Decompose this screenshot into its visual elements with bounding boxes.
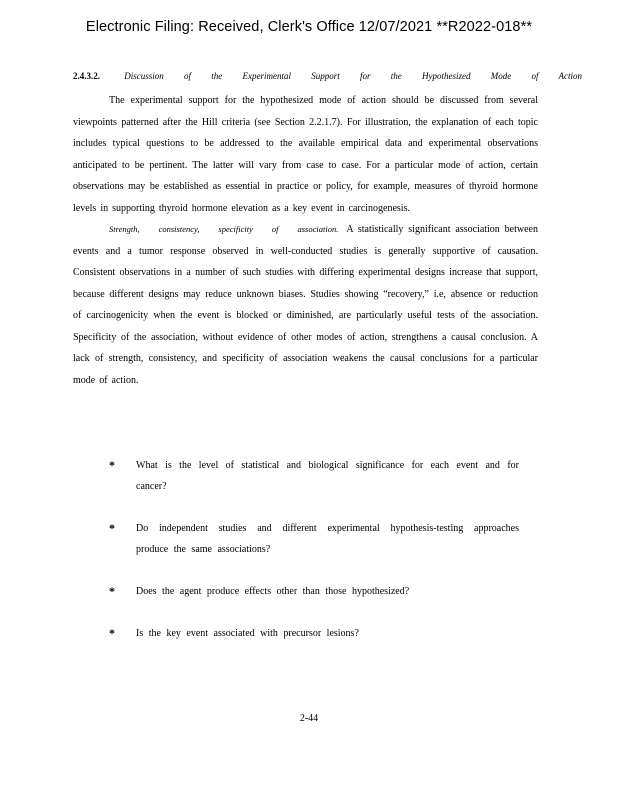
list-item-text: What is the level of statistical and biological significance for each event and for cancer? — [136, 460, 519, 492]
paragraph-strength — [73, 219, 538, 391]
page-number: 2-44 — [299, 713, 319, 724]
body-text — [73, 90, 538, 391]
paragraph-intro: The experimental support for the hypothesized mode of action should be discussed from several viewpoints patterned after the Hill criteria (see Section 2.2.1.7). For illustration, the explanation of each topic includes typical questions to be addressed to the available empirical data and experimental observations anticipated to be pertinent. The latter will vary from case to case. For a particular mode of action, certain observations may be established as essential in practice or policy, for example, measures of thyroid hormone levels in supporting thyroid hormone elevation as a key event in carcinogenesis. — [73, 95, 538, 214]
list-item — [109, 455, 519, 497]
bullet-marker: * — [109, 521, 115, 535]
list-item — [109, 518, 519, 560]
list-item-text: Is the key event associated with precursor lesions? — [136, 628, 359, 639]
list-item — [109, 623, 519, 644]
list-item — [109, 581, 519, 602]
bullet-marker: * — [109, 626, 115, 640]
filing-header: Electronic Filing: Received, Clerk's Office 12/07/2021 **R2022-018** — [85, 19, 533, 35]
section-number: 2.4.3.2. — [73, 71, 100, 81]
runin-heading: Strength, consistency, specificity of association. — [109, 224, 339, 234]
section-title: Discussion of the Experimental Support for the Hypothesized Mode of Action — [124, 71, 583, 81]
bullet-marker: * — [109, 584, 115, 598]
section-heading — [73, 71, 583, 81]
paragraph-strength-text: A statistically significant association between events and a tumor response observed in well-conducted studies is generally supportive of causation. Consistent observations in a number of such studies with differing experimental designs increase that support, because different designs may reduce unknown biases. Studies showing “recovery,” i.e, absence or reduction of carcinogenicity when the event is blocked or diminished, are particularly useful tests of the association. Specificity of the association, without evidence of other modes of action, strengthens a causal conclusion. A lack of strength, consistency, and specificity of association weakens the causal conclusions for a particular mode of action. — [73, 224, 538, 386]
list-item-text: Do independent studies and different experimental hypothesis-testing approaches produce the same associations? — [136, 523, 519, 555]
bullet-marker: * — [109, 458, 115, 472]
list-item-text: Does the agent produce effects other than those hypothesized? — [136, 586, 410, 597]
question-list — [109, 455, 519, 665]
